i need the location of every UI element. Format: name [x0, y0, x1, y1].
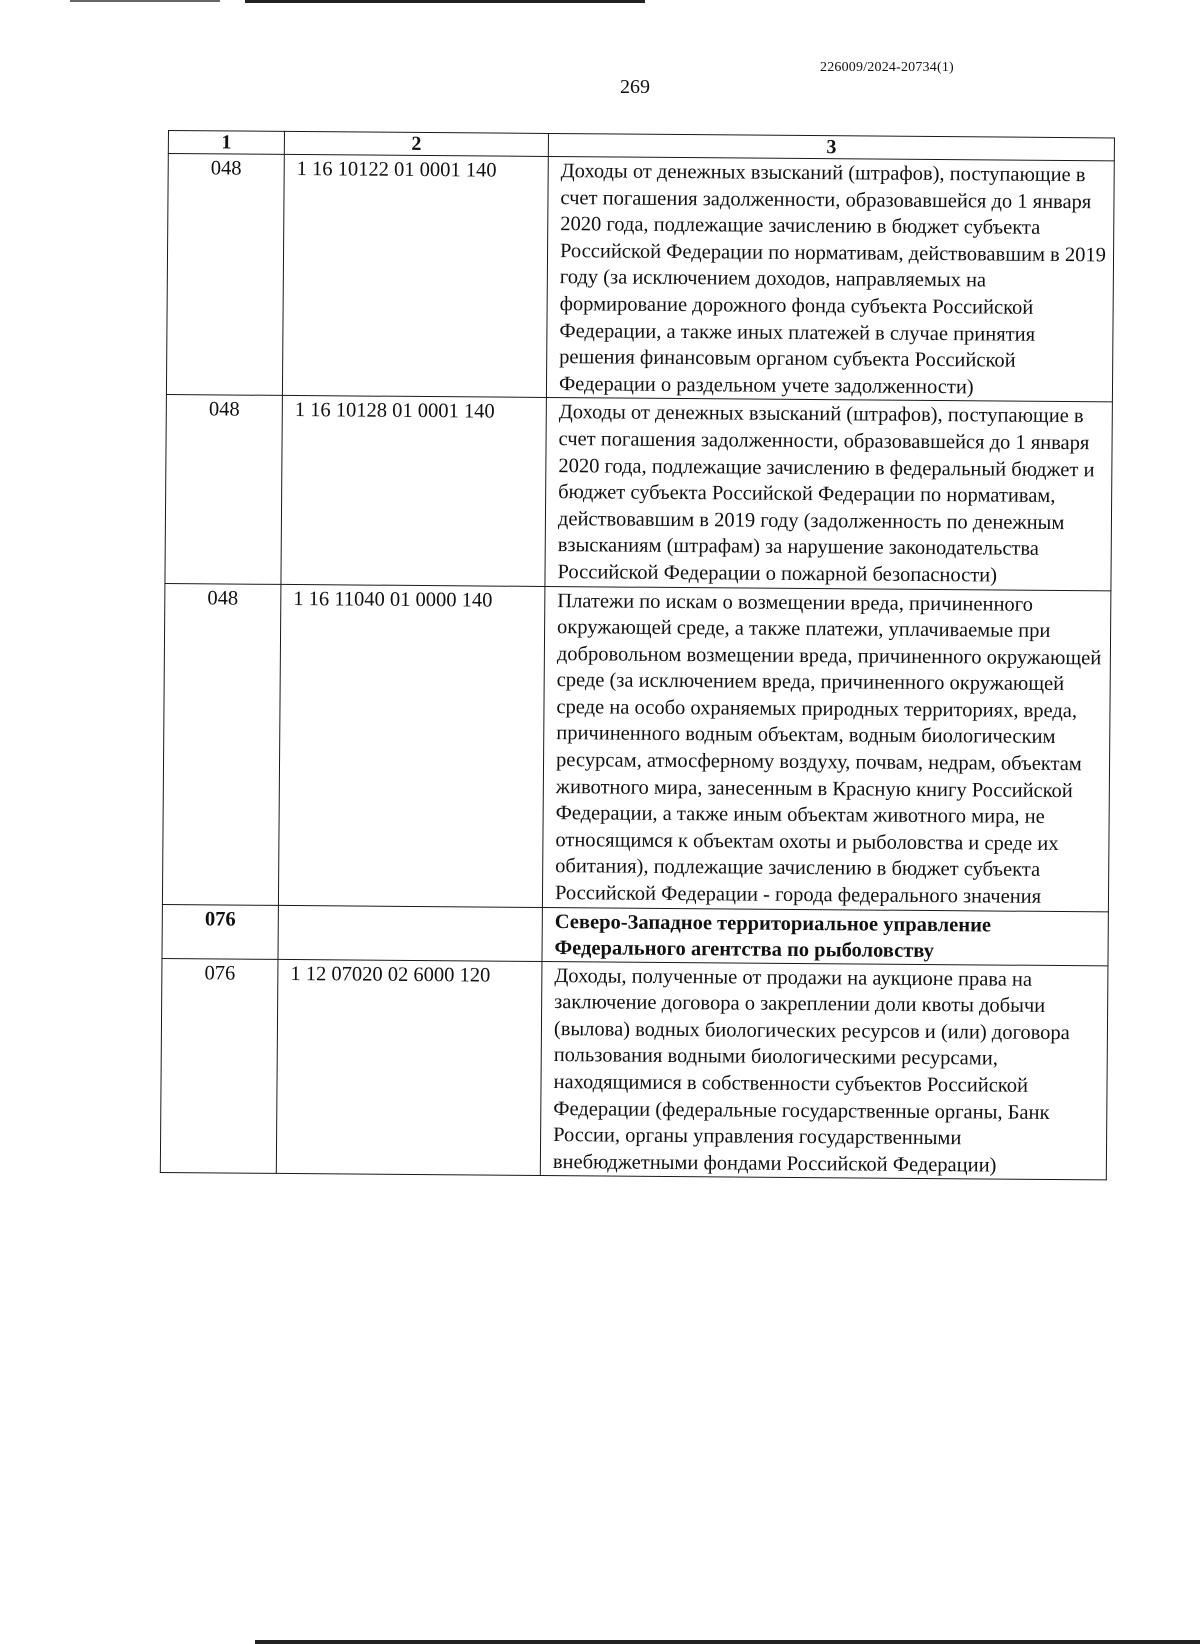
admin-code-cell: 076 — [162, 904, 278, 959]
revenue-code-cell — [278, 905, 542, 961]
revenue-code-cell: 1 12 07020 02 6000 120 — [276, 959, 542, 1176]
table-section-row — [162, 904, 1108, 965]
scan-artifact-line — [70, 0, 220, 2]
column-header-2: 2 — [284, 131, 548, 156]
description-cell: Доходы, полученные от продажи на аукционе права на заключение договора о закреплении доли квоты добычи (вылова) водных биологических ресурсов и (или) договора пользования водными биологическими ресурсами, находящимися в собственности субъектов Российской Федерации (федеральные государственные органы, Банк России, органы управления государственными внебюджетными фондами Российской Федерации) — [540, 961, 1108, 1180]
description-cell: Платежи по искам о возмещении вреда, причиненного окружающей среде, а также платежи, уплачиваемые при добровольном возмещении вреда, причиненного окружающей среде (за исключением вреда, причиненного окружающей среде на особо охраняемых природных территориях, вреда, причиненного водным объектам, водным биологическим ресурсам, атмосферному воздуху, почвам, недрам, объектам животного мира, занесенным в Красную книгу Российской Федерации, а также иным объектам животного мира, не относящимся к объектам охоты и рыболовства и среде их обитания), подлежащие зачислению в бюджет субъекта Российской Федерации - города федерального значения — [542, 586, 1111, 912]
table-row — [162, 583, 1110, 912]
admin-code-cell: 048 — [166, 154, 284, 396]
admin-code-cell: 048 — [165, 395, 282, 584]
revenue-code-cell: 1 16 10122 01 0001 140 — [282, 154, 548, 397]
description-cell: Доходы от денежных взысканий (штрафов), поступающие в счет погашения задолженности, образовавшейся до 1 января 2020 года, подлежащие зачислению в бюджет субъекта Российской Федерации по нормативам, действовавшим в 2019 году (за исключением доходов, направляемых на формирование дорожного фонда субъекта Российской Федерации, а также иных платежей в случае принятия решения финансовым органом субъекта Российской Федерации о раздельном учете задолженности) — [546, 156, 1114, 402]
admin-code-cell: 048 — [162, 583, 281, 905]
budget-classification-table — [160, 130, 1115, 1181]
admin-code-cell: 076 — [160, 958, 278, 1174]
document-number: 226009/2024-20734(1) — [820, 60, 954, 75]
column-header-1: 1 — [168, 131, 284, 155]
description-cell: Доходы от денежных взысканий (штрафов), поступающие в счет погашения задолженности, образовавшейся до 1 января 2020 года, подлежащие зачислению в федеральный бюджет и бюджет субъекта Российской Федерации по нормативам, действовавшим в 2019 году (задолженность по денежным взысканиям (штрафам) за нарушение законодательства Российской Федерации о пожарной безопасности) — [545, 398, 1112, 591]
revenue-code-cell: 1 16 10128 01 0001 140 — [281, 396, 546, 586]
scan-artifact-line — [255, 1640, 1200, 1644]
scan-artifact-line — [245, 0, 645, 3]
revenue-code-cell: 1 16 11040 01 0000 140 — [278, 584, 545, 907]
table-row — [165, 395, 1112, 591]
page-number: 269 — [620, 76, 650, 98]
table-row — [160, 958, 1108, 1180]
table-row — [166, 154, 1114, 403]
agency-name-cell: Северо-Западное территориальное управление Федерального агентства по рыболовству — [542, 907, 1108, 965]
column-header-3: 3 — [548, 133, 1114, 160]
